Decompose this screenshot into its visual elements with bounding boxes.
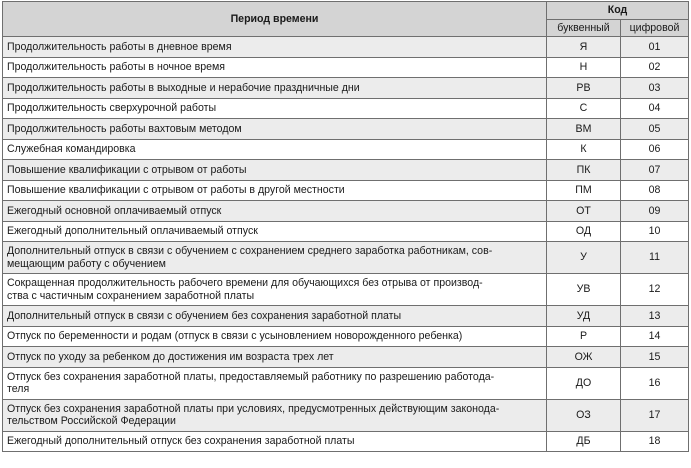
letter-code-cell: С bbox=[547, 98, 621, 119]
digit-code-cell: 04 bbox=[621, 98, 689, 119]
digit-code-cell: 09 bbox=[621, 201, 689, 222]
letter-code-cell: ОЖ bbox=[547, 347, 621, 368]
letter-code-cell: РВ bbox=[547, 78, 621, 99]
table-header bbox=[3, 2, 689, 37]
digit-code-cell: 16 bbox=[621, 367, 689, 399]
table-row bbox=[3, 201, 689, 222]
letter-code-cell: УД bbox=[547, 306, 621, 327]
letter-code-cell: К bbox=[547, 139, 621, 160]
time-codes-table-wrapper bbox=[2, 1, 689, 452]
period-cell: Продолжительность сверхурочной работы bbox=[3, 98, 547, 119]
period-cell: Продолжительность работы в выходные и нерабочие праздничные дни bbox=[3, 78, 547, 99]
digit-code-cell: 07 bbox=[621, 160, 689, 181]
digit-code-cell: 05 bbox=[621, 119, 689, 140]
letter-code-cell: ДБ bbox=[547, 431, 621, 452]
digit-code-cell: 10 bbox=[621, 221, 689, 242]
period-cell: Продолжительность работы вахтовым методом bbox=[3, 119, 547, 140]
digit-code-cell: 11 bbox=[621, 242, 689, 274]
letter-code-cell: ПМ bbox=[547, 180, 621, 201]
time-codes-table bbox=[2, 1, 689, 452]
period-cell: Отпуск по беременности и родам (отпуск в связи с усыновлением новорожденного ребенка) bbox=[3, 326, 547, 347]
letter-code-cell: ДО bbox=[547, 367, 621, 399]
digit-code-cell: 12 bbox=[621, 274, 689, 306]
digit-code-cell: 18 bbox=[621, 431, 689, 452]
digit-code-cell: 15 bbox=[621, 347, 689, 368]
period-cell: Дополнительный отпуск в связи с обучением с сохранением среднего заработка работникам, сов- мещающим работу с обучением bbox=[3, 242, 547, 274]
letter-code-cell: УВ bbox=[547, 274, 621, 306]
period-cell: Отпуск по уходу за ребенком до достижения им возраста трех лет bbox=[3, 347, 547, 368]
letter-code-cell: ОТ bbox=[547, 201, 621, 222]
digit-code-cell: 08 bbox=[621, 180, 689, 201]
table-body bbox=[3, 37, 689, 452]
table-row bbox=[3, 274, 689, 306]
table-row bbox=[3, 399, 689, 431]
table-row bbox=[3, 431, 689, 452]
period-cell: Ежегодный дополнительный отпуск без сохранения заработной платы bbox=[3, 431, 547, 452]
digit-code-cell: 13 bbox=[621, 306, 689, 327]
period-cell: Повышение квалификации с отрывом от работы в другой местности bbox=[3, 180, 547, 201]
table-row bbox=[3, 242, 689, 274]
digit-code-cell: 17 bbox=[621, 399, 689, 431]
period-cell: Повышение квалификации с отрывом от работы bbox=[3, 160, 547, 181]
table-row bbox=[3, 139, 689, 160]
period-cell: Отпуск без сохранения заработной платы при условиях, предусмотренных действующим законода- тельством Российской Федерации bbox=[3, 399, 547, 431]
header-digit-code: цифровой bbox=[621, 20, 689, 37]
table-row bbox=[3, 221, 689, 242]
letter-code-cell: У bbox=[547, 242, 621, 274]
digit-code-cell: 06 bbox=[621, 139, 689, 160]
table-row bbox=[3, 306, 689, 327]
period-cell: Ежегодный дополнительный оплачиваемый отпуск bbox=[3, 221, 547, 242]
table-row bbox=[3, 367, 689, 399]
table-row bbox=[3, 37, 689, 58]
table-row bbox=[3, 347, 689, 368]
header-code: Код bbox=[547, 2, 689, 20]
digit-code-cell: 01 bbox=[621, 37, 689, 58]
period-cell: Сокращенная продолжительность рабочего времени для обучающихся без отрыва от производ- ства с частичным сохранением заработной платы bbox=[3, 274, 547, 306]
period-cell: Служебная командировка bbox=[3, 139, 547, 160]
letter-code-cell: ВМ bbox=[547, 119, 621, 140]
digit-code-cell: 02 bbox=[621, 57, 689, 78]
table-row bbox=[3, 326, 689, 347]
period-cell: Ежегодный основной оплачиваемый отпуск bbox=[3, 201, 547, 222]
period-cell: Продолжительность работы в ночное время bbox=[3, 57, 547, 78]
header-period: Период времени bbox=[3, 2, 547, 37]
letter-code-cell: ПК bbox=[547, 160, 621, 181]
table-row bbox=[3, 78, 689, 99]
period-cell: Дополнительный отпуск в связи с обучением без сохранения заработной платы bbox=[3, 306, 547, 327]
letter-code-cell: ОЗ bbox=[547, 399, 621, 431]
table-row bbox=[3, 57, 689, 78]
digit-code-cell: 14 bbox=[621, 326, 689, 347]
table-row bbox=[3, 180, 689, 201]
period-cell: Продолжительность работы в дневное время bbox=[3, 37, 547, 58]
period-cell: Отпуск без сохранения заработной платы, предоставляемый работнику по разрешению работода- теля bbox=[3, 367, 547, 399]
letter-code-cell: ОД bbox=[547, 221, 621, 242]
table-row bbox=[3, 160, 689, 181]
digit-code-cell: 03 bbox=[621, 78, 689, 99]
letter-code-cell: Р bbox=[547, 326, 621, 347]
table-row bbox=[3, 98, 689, 119]
header-letter-code: буквенный bbox=[547, 20, 621, 37]
table-row bbox=[3, 119, 689, 140]
letter-code-cell: Я bbox=[547, 37, 621, 58]
letter-code-cell: Н bbox=[547, 57, 621, 78]
